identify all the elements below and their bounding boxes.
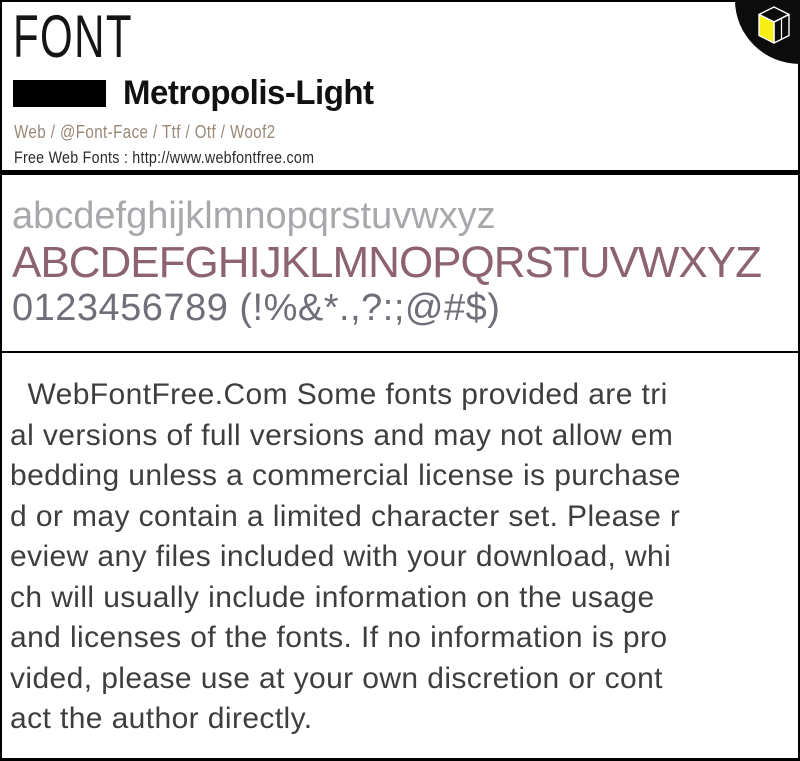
- disclaimer-line: d or may contain a limited character set. Please r: [10, 499, 681, 533]
- specimen-preview: [2, 175, 798, 351]
- font-formats-label: Web / @Font-Face / Ttf / Otf / Woof2: [14, 122, 276, 142]
- font-name-title: Metropolis-Light: [123, 74, 374, 112]
- site-logo-text: FONT: [13, 3, 133, 70]
- uppercase-specimen: ABCDEFGHIJKLMNOPQRSTUVWXYZ: [12, 237, 761, 287]
- disclaimer-line: bedding unless a commercial license is purchase: [10, 459, 681, 492]
- numerals-specimen: 0123456789 (!%&*.,?:;@#$): [12, 286, 501, 329]
- disclaimer-line: ch will usually include information on the usage: [10, 580, 655, 614]
- lowercase-specimen: abcdefghijklmnopqrstuvwxyz: [12, 195, 496, 237]
- source-url-link[interactable]: Free Web Fonts : http://www.webfontfree.com: [14, 148, 315, 167]
- disclaimer-line: act the author directly.: [10, 702, 313, 735]
- disclaimer-line: and licenses of the fonts. If no information is pro: [10, 621, 668, 654]
- disclaimer-line: eview any files included with your download, whi: [10, 540, 672, 573]
- disclaimer-line: WebFontFree.Com Some fonts provided are tri: [10, 378, 668, 411]
- header: [2, 2, 798, 170]
- corner-logo-badge[interactable]: [735, 0, 800, 64]
- license-disclaimer: [2, 353, 798, 740]
- black-swatch: [13, 80, 106, 107]
- font-title-row: [13, 74, 381, 113]
- disclaimer-line: al versions of full versions and may not allow em: [10, 418, 674, 452]
- disclaimer-line: vided, please use at your own discretion or cont: [10, 661, 663, 695]
